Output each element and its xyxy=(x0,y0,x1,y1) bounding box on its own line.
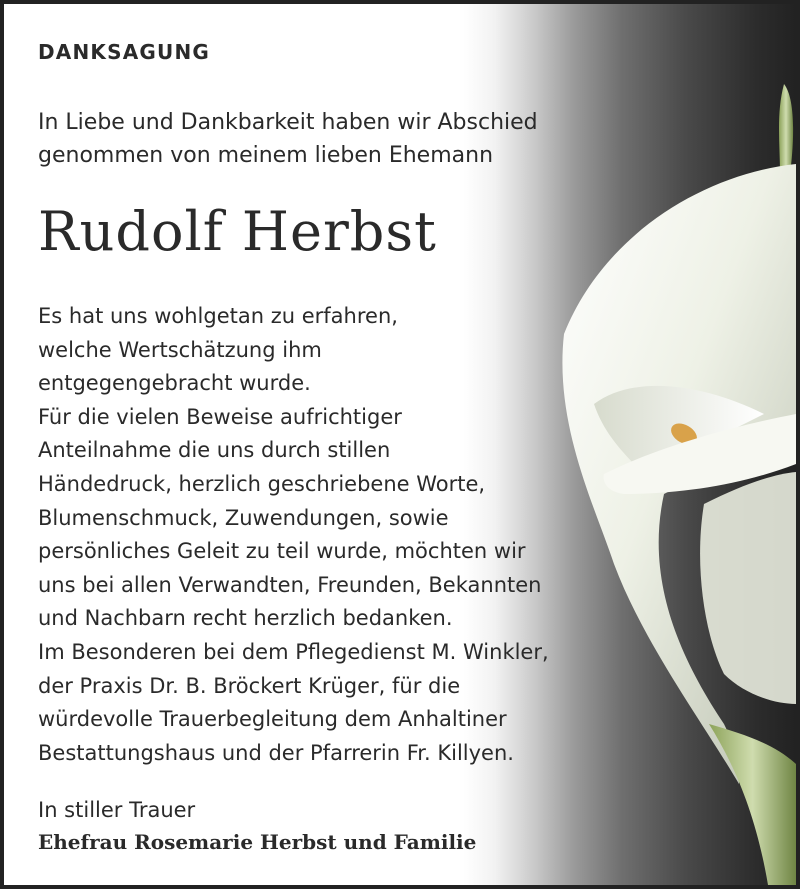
body-line: würdevolle Trauerbegleitung dem Anhaltiner xyxy=(38,707,507,732)
body-line: welche Wertschätzung ihm xyxy=(38,337,322,362)
body-line: und Nachbarn recht herzlich bedanken. xyxy=(38,606,453,631)
intro-text xyxy=(38,106,538,172)
intro-line: In Liebe und Dankbarkeit haben wir Abschied xyxy=(38,110,538,135)
body-line: entgegengebracht wurde. xyxy=(38,371,311,396)
body-line: Es hat uns wohlgetan zu erfahren, xyxy=(38,304,398,328)
body-line: der Praxis Dr. B. Bröckert Krüger, für die xyxy=(38,673,461,698)
flower-body xyxy=(700,472,796,704)
heading: DANKSAGUNG xyxy=(38,40,211,64)
body-line: Anteilnahme die uns durch stillen xyxy=(38,438,391,463)
intro-line: genommen von meinem lieben Ehemann xyxy=(38,143,494,168)
body-line: Für die vielen Beweise aufrichtiger xyxy=(38,404,402,429)
signature: Ehefrau Rosemarie Herbst und Familie xyxy=(38,830,477,854)
closing-text: In stiller Trauer xyxy=(38,798,196,822)
deceased-name: Rudolf Herbst xyxy=(38,200,437,263)
body-line: Blumenschmuck, Zuwendungen, sowie xyxy=(38,505,449,530)
body-line: Im Besonderen bei dem Pflegedienst M. Winkler, xyxy=(38,639,549,664)
body-line: persönliches Geleit zu teil wurde, möchten wir xyxy=(38,539,526,564)
body-line: Händedruck, herzlich geschriebene Worte, xyxy=(38,471,486,496)
body-line: uns bei allen Verwandten, Freunden, Bekannten xyxy=(38,572,542,597)
top-stem xyxy=(779,84,793,174)
body-line: Bestattungshaus und der Pfarrerin Fr. Killyen. xyxy=(38,740,514,765)
body-text xyxy=(38,300,549,770)
